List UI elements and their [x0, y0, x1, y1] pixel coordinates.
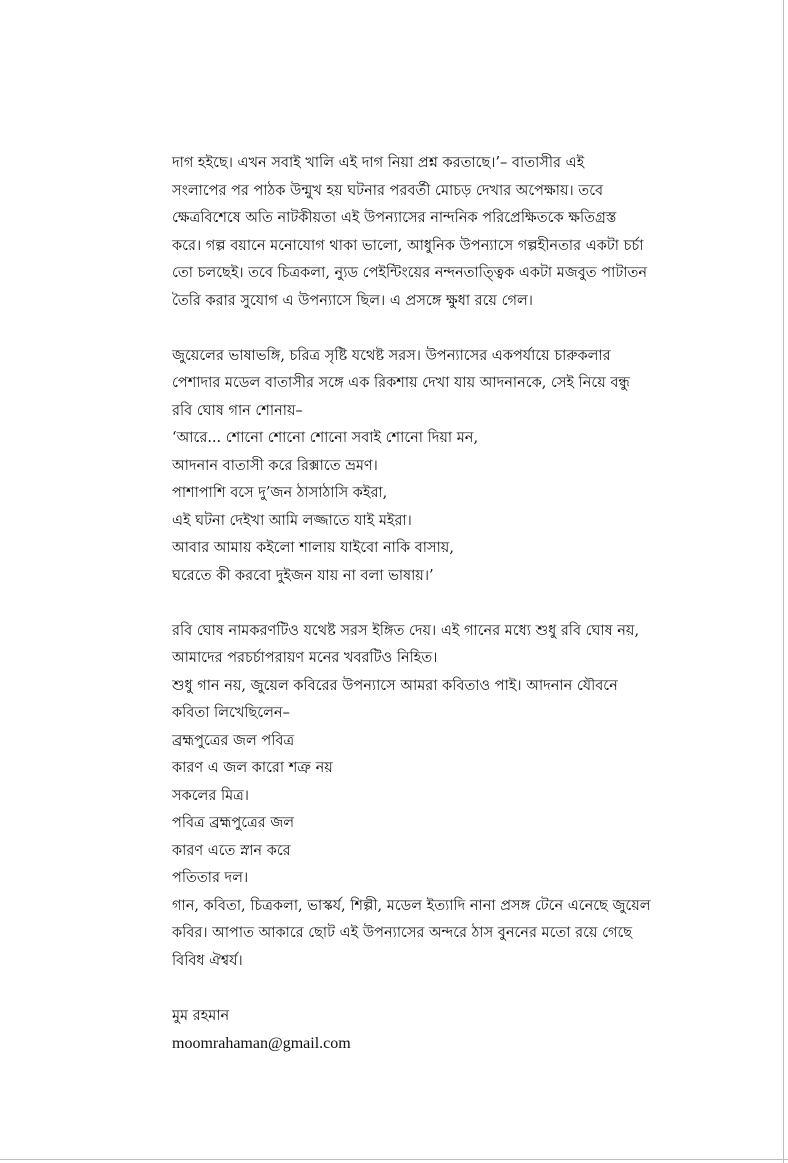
- poem-line: সকলের মিত্র।: [172, 787, 249, 804]
- text-line: আমাদের পরচর্চাপরায়ণ মনের খবরটিও নিহিত।: [172, 650, 438, 666]
- paragraph-2: [172, 343, 732, 426]
- text-line: রবি ঘোষ গান শোনায়–: [172, 402, 303, 419]
- text-line: রবি ঘোষ নামকরণটিও যথেষ্ট সরস ইঙ্গিত দেয়। এই গানের মধ্যে শুধু রবি ঘোষ নয়,: [172, 622, 640, 639]
- author-signature: [172, 1003, 732, 1058]
- song-line: ঘরেতে কী করবো দুইজন যায় না বলা ভাষায়।’: [172, 567, 434, 584]
- author-email: moomrahaman@gmail.com: [172, 1035, 351, 1052]
- author-name: মুম রহমান: [172, 1007, 230, 1024]
- poem: [172, 728, 732, 893]
- text-line: জুয়েলের ভাষাভঙ্গি, চরিত্র সৃষ্টি যথেষ্ট সরস। উপন্যাসের একপর্যায়ে চারুকলার: [172, 347, 611, 364]
- song-lyrics: [172, 425, 732, 590]
- poem-line: পবিত্র ব্রহ্মপুত্রের জল: [172, 815, 295, 831]
- text-line: তো চলছেই। তবে চিত্রকলা, ন্যুড পেইন্টিংয়ের নন্দনতাত্ত্বিক একটা মজবুত পাটাতন: [172, 265, 647, 281]
- article-body: [172, 150, 732, 1058]
- song-line: আবার আমায় কইলো শালায় যাইবো নাকি বাসায়,: [172, 540, 454, 556]
- text-line: ক্ষেত্রবিশেষে অতি নাটকীয়তা এই উপন্যাসের নান্দনিক পরিপ্রেক্ষিতকে ক্ষতিগ্রস্ত: [172, 210, 617, 226]
- text-line: গান, কবিতা, চিত্রকলা, ভাস্কর্য, শিল্পী, মডেল ইত্যাদি নানা প্রসঙ্গ টেনে এনেছে জুয়েল: [172, 897, 651, 914]
- poem-line: কারণ এতে স্নান করে: [172, 842, 291, 859]
- text-line: শুধু গান নয়, জুয়েল কবিরের উপন্যাসে আমরা কবিতাও পাই। আদনান যৌবনে: [172, 677, 618, 694]
- text-line: দাগ হইছে। এখন সবাই খালি এই দাগ নিয়া প্রশ্ন করতাছে।’– বাতাসীর এই: [172, 155, 585, 171]
- song-line: পাশাপাশি বসে দু’জন ঠাসাঠাসি কইরা,: [172, 485, 388, 501]
- song-line: ‘আরে... শোনো শোনো শোনো সবাই শোনো দিয়া মন,: [172, 430, 479, 446]
- song-line: আদনান বাতাসী করে রিক্সাতে ভ্রমণ।: [172, 457, 378, 474]
- paragraph-gap: [172, 315, 732, 343]
- paragraph-gap: [172, 590, 732, 618]
- text-line: পেশাদার মডেল বাতাসীর সঙ্গে এক রিকশায় দেখা যায় আদনানকে, সেই নিয়ে বন্ধু: [172, 375, 630, 391]
- poem-line: কারণ এ জল কারো শত্রু নয়: [172, 760, 333, 776]
- text-line: তৈরি করার সুযোগ এ উপন্যাসে ছিল। এ প্রসঙ্গে ক্ষুধা রয়ে গেল।: [172, 292, 533, 309]
- paragraph-3: [172, 618, 732, 728]
- poem-line: পতিতার দল।: [172, 870, 249, 886]
- poem-line: ব্রহ্মপুত্রের জল পবিত্র: [172, 732, 295, 749]
- page-edge-right: [783, 0, 784, 1163]
- text-line: কবির। আপাত আকারে ছোট এই উপন্যাসের অন্দরে ঠাস বুননের মতো রয়ে গেছে: [172, 925, 633, 941]
- text-line: কবিতা লিখেছিলেন–: [172, 705, 290, 721]
- paragraph-4: [172, 893, 732, 976]
- text-line: করে। গল্প বয়ানে মনোযোগ থাকা ভালো, আধুনিক উপন্যাসে গল্পহীনতার একটা চর্চা: [172, 237, 644, 254]
- song-line: এই ঘটনা দেইখা আমি লজ্জাতে যাই মইরা।: [172, 512, 412, 529]
- page-edge-bottom: [0, 1159, 788, 1160]
- text-line: সংলাপের পর পাঠক উন্মুখ হয় ঘটনার পরবর্তী মোচড় দেখার অপেক্ষায়। তবে: [172, 182, 604, 199]
- paragraph-gap: [172, 975, 732, 1003]
- paragraph-1: [172, 150, 732, 315]
- text-line: বিবিধ ঐশ্বর্য।: [172, 952, 243, 969]
